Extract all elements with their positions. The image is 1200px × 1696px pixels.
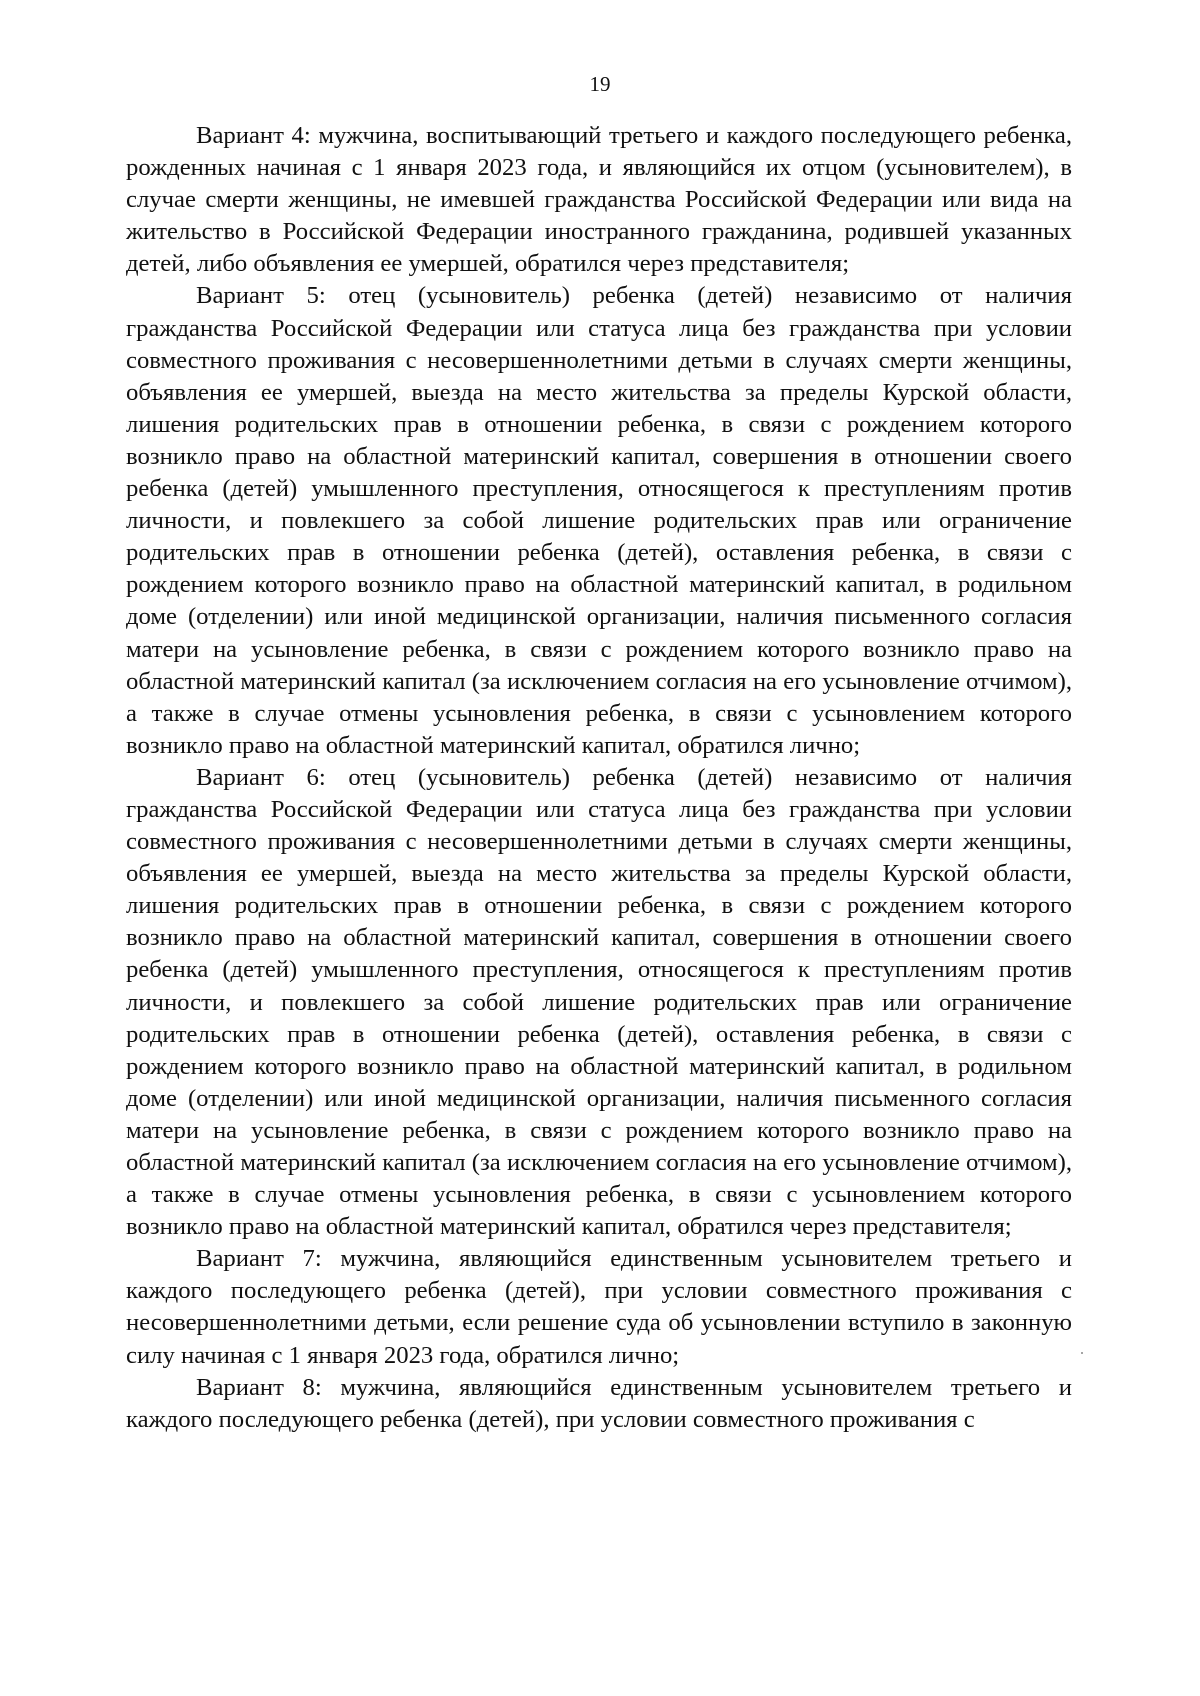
- paragraph-variant-6: Вариант 6: отец (усыновитель) ребенка (детей) независимо от наличия гражданства Российской Федерации или статуса лица без гражданства при условии совместного проживания с несовершеннолетними детьми в случаях смерти женщины, объявления ее умершей, выезда на место жительства за пределы Курской области, лишения родительских прав в отношении ребенка, в связи с рождением которого возникло право на областной материнский капитал, совершения в отношении своего ребенка (детей) умышленного преступления, относящегося к преступлениям против личности, и повлекшего за собой лишение родительских прав или ограничение родительских прав в отношении ребенка (детей), оставления ребенка, в связи с рождением которого возникло право на областной материнский капитал, в родильном доме (отделении) или иной медицинской организации, наличия письменного согласия матери на усыновление ребенка, в связи с рождением которого возникло право на областной материнский капитал (за исключением согласия на его усыновление отчимом), а также в случае отмены усыновления ребенка, в связи с усыновлением которого возникло право на областной материнский капитал, обратился через представителя;: [126, 763, 1072, 1241]
- document-body: [126, 120, 1072, 1436]
- paragraph-variant-8: Вариант 8: мужчина, являющийся единственным усыновителем третьего и каждого последующего ребенка (детей), при условии совместного проживания с: [126, 1373, 1072, 1433]
- page-number: 19: [589, 72, 611, 96]
- paragraph-variant-5: Вариант 5: отец (усыновитель) ребенка (детей) независимо от наличия гражданства Российской Федерации или статуса лица без гражданства при условии совместного проживания с несовершеннолетними детьми в случаях смерти женщины, объявления ее умершей, выезда на место жительства за пределы Курской области, лишения родительских прав в отношении ребенка, в связи с рождением которого возникло право на областной материнский капитал, совершения в отношении своего ребенка (детей) умышленного преступления, относящегося к преступлениям против личности, и повлекшего за собой лишение родительских прав или ограничение родительских прав в отношении ребенка (детей), оставления ребенка, в связи с рождением которого возникло право на областной материнский капитал, в родильном доме (отделении) или иной медицинской организации, наличия письменного согласия матери на усыновление ребенка, в связи с рождением которого возникло право на областной материнский капитал (за исключением согласия на его усыновление отчимом), а также в случае отмены усыновления ребенка, в связи с усыновлением которого возникло право на областной материнский капитал, обратился лично;: [126, 282, 1072, 759]
- scan-speck: [1081, 1352, 1083, 1354]
- paragraph-variant-4: Вариант 4: мужчина, воспитывающий третьего и каждого последующего ребенка, рожденных начиная с 1 января 2023 года, и являющийся их отцом (усыновителем), в случае смерти женщины, не имевшей гражданства Российской Федерации или вида на жительство в Российской Федерации иностранного гражданина, родившей указанных детей, либо объявления ее умершей, обратился через представителя;: [126, 122, 1072, 278]
- paragraph-variant-7: Вариант 7: мужчина, являющийся единственным усыновителем третьего и каждого последующего ребенка (детей), при условии совместного проживания с несовершеннолетними детьми, если решение суда об усыновлении вступило в законную силу начиная с 1 января 2023 года, обратился лично;: [126, 1245, 1072, 1369]
